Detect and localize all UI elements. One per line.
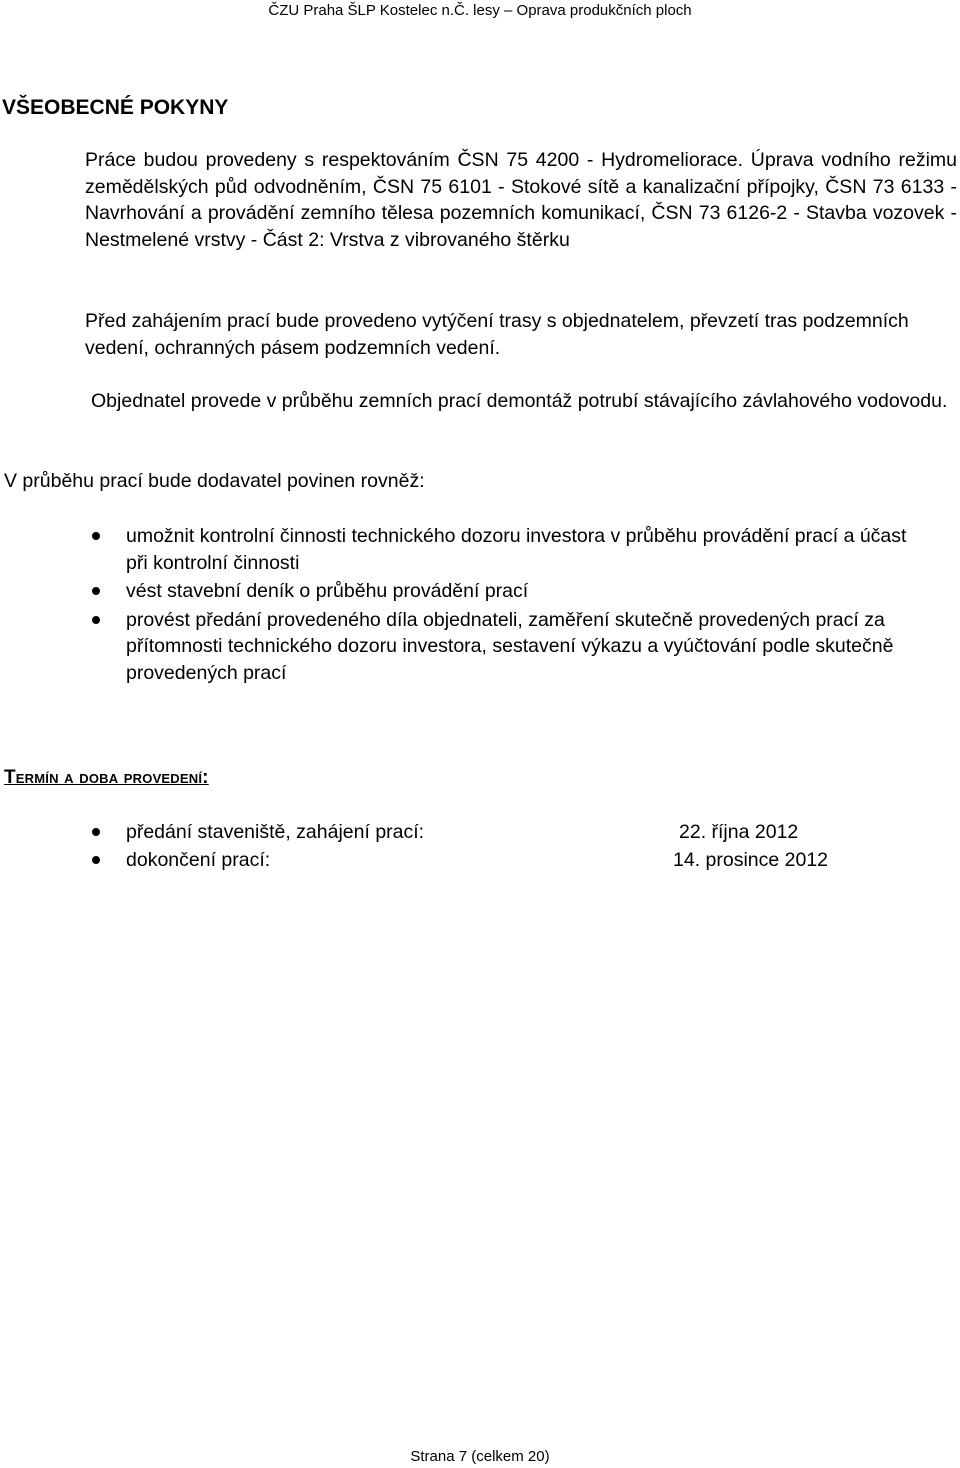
list-item-text: umožnit kontrolní činnosti technického dozoru investora v průběhu provádění prací a účast při kontrolní činnosti	[126, 525, 907, 574]
bullet-icon	[92, 856, 100, 864]
standards-paragraph: Práce budou provedeny s respektováním ČSN 75 4200 - Hydromeliorace. Úprava vodního režimu zemědělských půd odvodněním, ČSN 75 6101 - Stokové sítě a kanalizační přípojky, ČSN 73 6133 - Navrhování a provádění zemního tělesa pozemních komunikací, ČSN 73 6126-2 - Stavba vozovek - Nestmelené vrstvy - Část 2: Vrstva z vibrovaného štěrku	[85, 149, 957, 251]
schedule-list	[0, 819, 960, 873]
bullet-icon	[92, 828, 100, 836]
schedule-label: předání staveniště, zahájení prací:	[126, 821, 425, 843]
section-title-general: VŠEOBECNÉ POKYNY	[2, 96, 229, 119]
schedule-label: dokončení prací:	[126, 848, 271, 871]
survey-paragraph: Před zahájením prací bude provedeno vytýčení trasy s objednatelem, převzetí tras podzemních vedení, ochranných pásem podzemních vedení.	[85, 310, 909, 359]
schedule-date: 14. prosince 2012	[673, 848, 829, 871]
bullet-icon	[92, 616, 100, 624]
list-item	[0, 578, 926, 605]
bullet-icon	[92, 587, 100, 595]
list-item	[0, 523, 926, 576]
dismantling-paragraph: Objednatel provede v průběhu zemních prací demontáž potrubí stávajícího závlahového vodovodu.	[91, 390, 948, 412]
contractor-duties-intro: V průběhu prací bude dodavatel povinen rovněž:	[4, 470, 425, 492]
list-item	[0, 847, 886, 874]
schedule-date: 22. října 2012	[679, 821, 799, 843]
page-header: ČZU Praha ŠLP Kostelec n.Č. lesy – Oprava produkčních ploch	[268, 2, 692, 19]
list-item	[0, 607, 926, 687]
contractor-duties-list	[0, 523, 960, 686]
bullet-icon	[92, 532, 100, 540]
page-number: Strana 7 (celkem 20)	[410, 1448, 550, 1465]
list-item-text: provést předání provedeného díla objednateli, zaměření skutečně provedených prací za přítomnosti technického dozoru investora, sestavení výkazu a vyúčtování podle skutečně provedených prací	[126, 608, 894, 684]
list-item	[0, 819, 886, 846]
list-item-text: vést stavební deník o průběhu provádění prací	[126, 580, 529, 602]
section-title-schedule: Termín a doba provedení:	[4, 767, 209, 788]
